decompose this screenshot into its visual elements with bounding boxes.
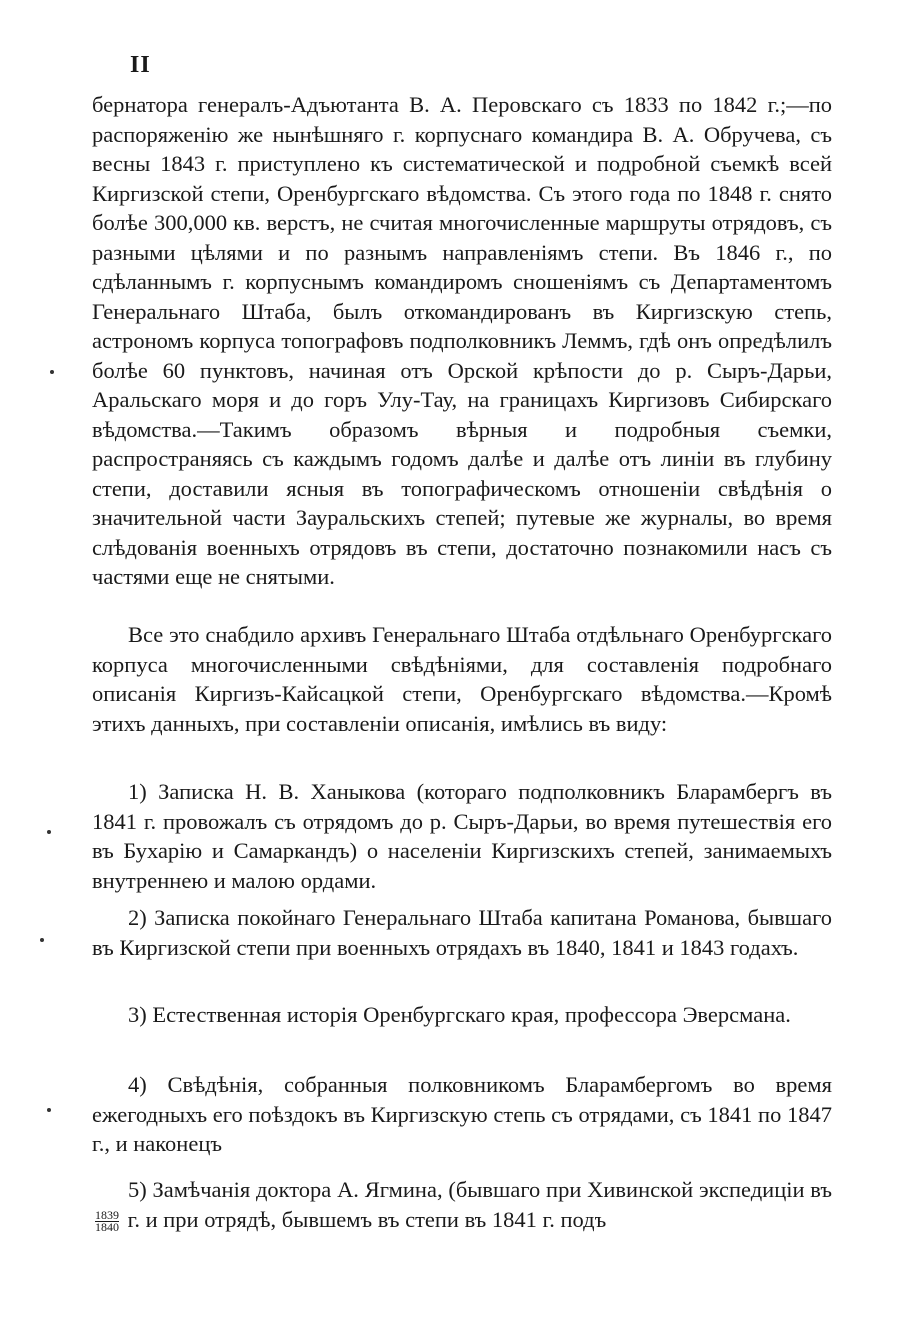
paragraph-2: Все это снабдило архивъ Генеральнаго Штаба отдѣльнаго Оренбургскаго корпуса многочисленными свѣдѣніями, для составленія подробнаго описанія Киргизъ-Кайсацкой степи, Оренбургскаго вѣдомства.—Кромѣ этихъ данныхъ, при составленіи описанія, имѣлись въ виду: — [92, 622, 832, 736]
year-fraction-top: 1839 — [95, 1207, 119, 1222]
paragraph-1: бернатора генералъ-Адъютанта В. А. Перовскаго съ 1833 по 1842 г.;—по распоряженію же нынѣшняго г. корпуснаго командира В. А. Обручева, съ весны 1843 г. приступлено къ систематической и подробной съемкѣ всей Киргизской степи, Оренбургскаго вѣдомства. Съ этого года по 1848 г. снято болѣе 300,000 кв. верстъ, не считая многочисленные маршруты отрядовъ, съ разными цѣлями и по разнымъ направленіямъ степи. Въ 1846 г., по сдѣланнымъ г. корпуснымъ командиромъ сношеніямъ съ Департаментомъ Генеральнаго Штаба, былъ откомандированъ въ Киргизскую степь, астрономъ корпуса топографовъ подполковникъ Леммъ, гдѣ онъ опредѣлилъ болѣе 60 пунктовъ, начиная отъ Орской крѣпости до р. Сыръ-Дарьи, Аральскаго моря и до горъ Улу-Тау, на границахъ Киргизовъ Сибирскаго вѣдомства.—Такимъ образомъ вѣрныя и подробныя съемки, распространяясь съ каждымъ годомъ далѣе и далѣе отъ линіи въ глубину степи, доставили ясныя въ топографическомъ отношеніи свѣдѣнія о значительной части Зауральскихъ степей; путевые же журналы, во время слѣдованія военныхъ отрядовъ въ степи, достаточно познакомили насъ съ частями еще не снятыми. — [92, 92, 832, 589]
list-item-5-text-before: 5) Замѣчанія доктора А. Ягмина, (бывшаго при Хивинской экспедиціи въ — [128, 1177, 832, 1202]
year-fraction — [95, 1207, 119, 1234]
list-item-5-text-after: г. и при отрядѣ, бывшемъ въ степи въ 1841 г. подъ — [127, 1206, 607, 1232]
margin-mark — [50, 370, 54, 374]
page-number: II — [130, 52, 151, 78]
margin-mark — [47, 1108, 51, 1112]
year-fraction-bottom: 1840 — [95, 1219, 119, 1234]
margin-mark — [40, 938, 44, 942]
list-item-5 — [92, 1175, 832, 1234]
list-item-1: 1) Записка Н. В. Ханыкова (котораго подполковникъ Бларамбергъ въ 1841 г. провожалъ съ отрядомъ до р. Сыръ-Дарьи, во время путешествія его въ Бухарію и Самаркандъ) о населеніи Киргизскихъ степей, занимаемыхъ внутреннею и малою ордами. — [92, 779, 832, 893]
list-item-4: 4) Свѣдѣнія, собранныя полковникомъ Бларамбергомъ во время ежегодныхъ его поѣздокъ въ Киргизскую степь съ отрядами, съ 1841 по 1847 г., и наконецъ — [92, 1072, 832, 1156]
list-item-2: 2) Записка покойнаго Генеральнаго Штаба капитана Романова, бывшаго въ Киргизской степи при военныхъ отрядахъ въ 1840, 1841 и 1843 годахъ. — [92, 905, 832, 960]
margin-mark — [47, 830, 51, 834]
list-item-3: 3) Естественная исторія Оренбургскаго края, профессора Эверсмана. — [128, 1002, 791, 1027]
